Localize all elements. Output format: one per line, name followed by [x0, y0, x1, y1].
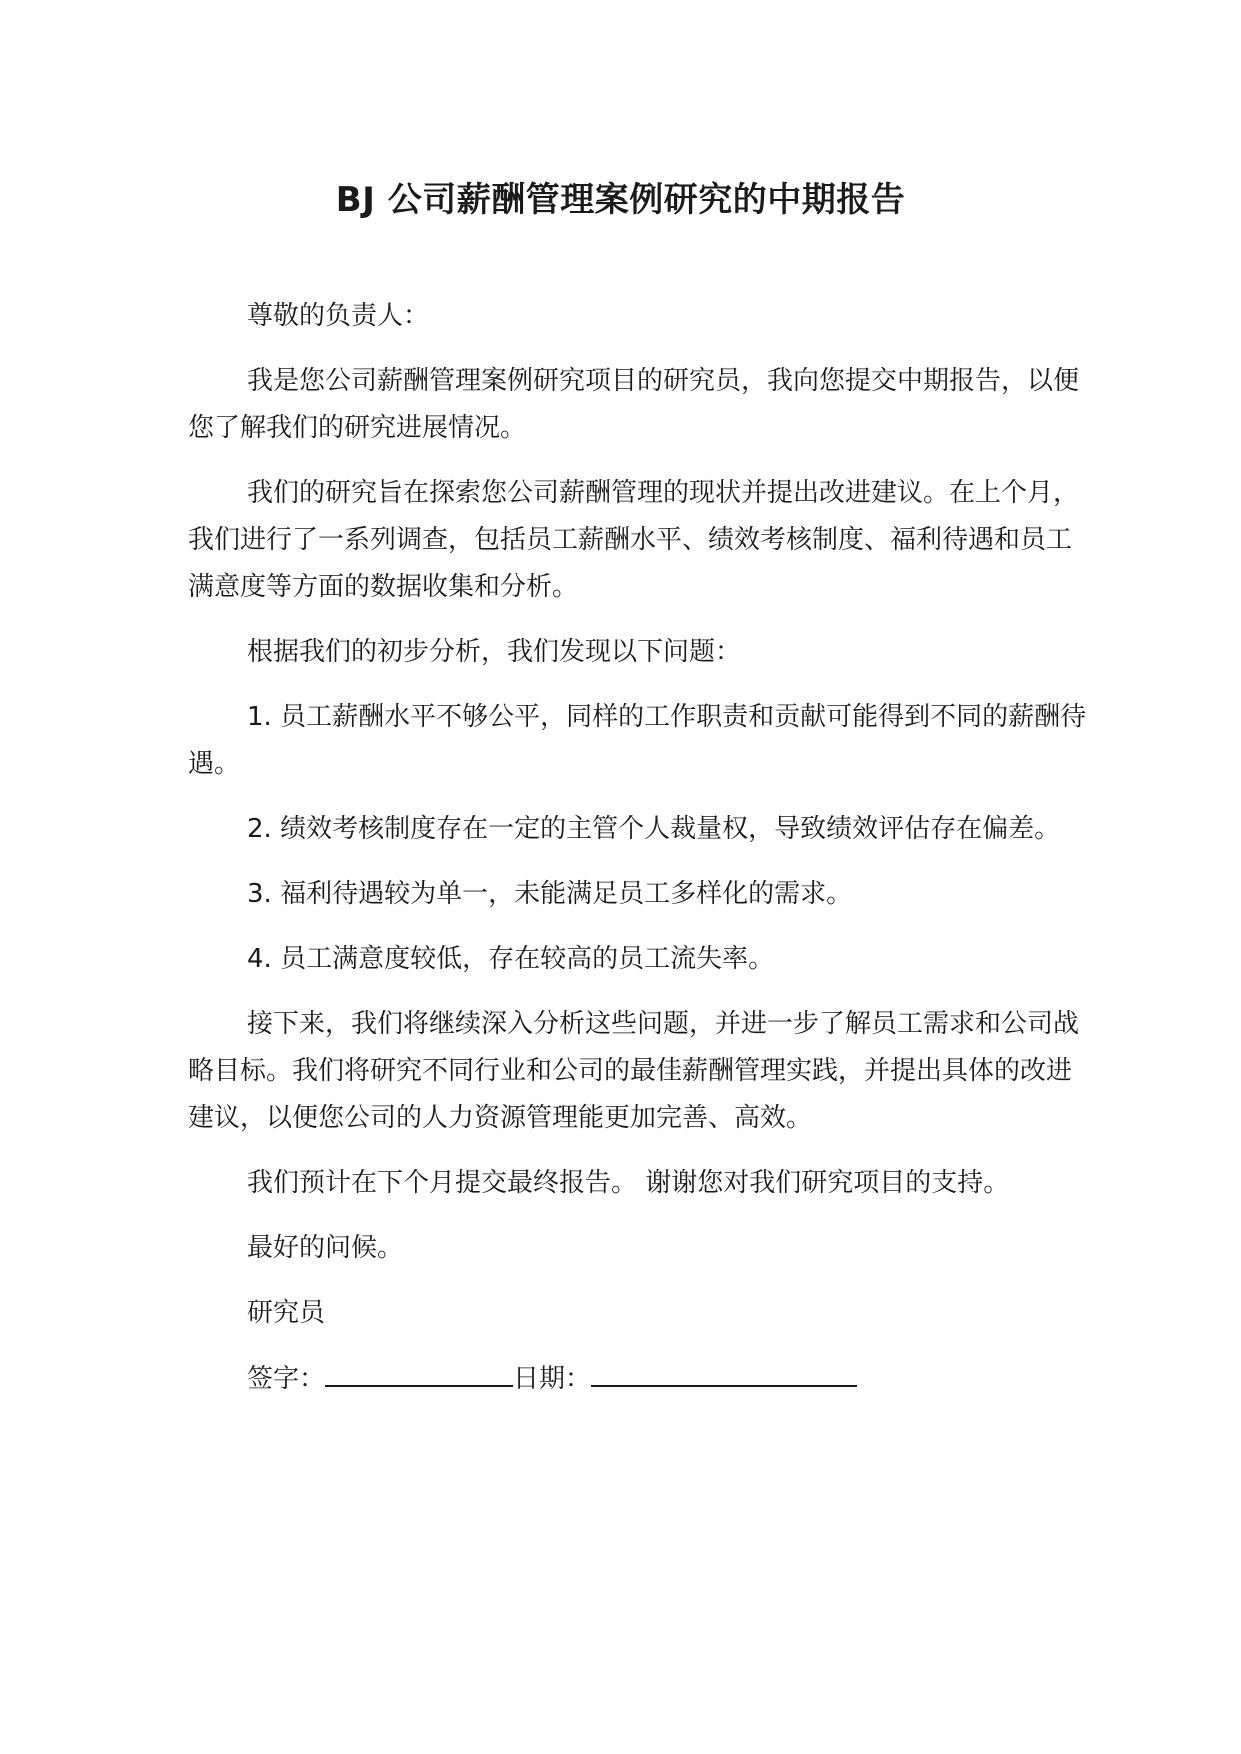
sender-title: 研究员: [247, 1298, 326, 1328]
sign-label: 签字：: [247, 1364, 326, 1394]
closing-paragraph: 我们预计在下个月提交最终报告。 谢谢您对我们研究项目的支持。: [247, 1168, 1010, 1198]
document-title: BJ 公司薪酬管理案例研究的中期报告: [335, 180, 906, 220]
intro-paragraph: 我是您公司薪酬管理案例研究项目的研究员，我向您提交中期报告，以便您了解我们的研究进展情况。: [188, 366, 1080, 443]
finding-item-2: 2. 绩效考核制度存在一定的主管个人裁量权，导致绩效评估存在偏差。: [247, 814, 1061, 844]
research-purpose-paragraph: 我们的研究旨在探索您公司薪酬管理的现状并提出改进建议。在上个月，我们进行了一系列调查，包括员工薪酬水平、绩效考核制度、福利待遇和员工满意度等方面的数据收集和分析。: [188, 478, 1080, 602]
finding-item-1: 1. 员工薪酬水平不够公平，同样的工作职责和贡献可能得到不同的薪酬待遇。: [188, 702, 1087, 779]
date-label: 日期：: [513, 1364, 592, 1394]
salutation: 尊敬的负责人：: [247, 301, 430, 331]
finding-item-4: 4. 员工满意度较低，存在较高的员工流失率。: [247, 944, 775, 974]
next-steps-paragraph: 接下来，我们将继续深入分析这些问题，并进一步了解员工需求和公司战略目标。我们将研究不同行业和公司的最佳薪酬管理实践，并提出具体的改进建议，以便您公司的人力资源管理能更加完善、高效。: [188, 1009, 1080, 1133]
date-blank-line: [591, 1355, 857, 1387]
findings-intro: 根据我们的初步分析，我们发现以下问题：: [247, 637, 742, 667]
sign-blank-line: [325, 1355, 513, 1387]
signature-row: [188, 1355, 1088, 1403]
document-body: [188, 293, 1088, 1403]
finding-item-3: 3. 福利待遇较为单一，未能满足员工多样化的需求。: [247, 879, 853, 909]
regards-line: 最好的问候。: [247, 1233, 404, 1263]
